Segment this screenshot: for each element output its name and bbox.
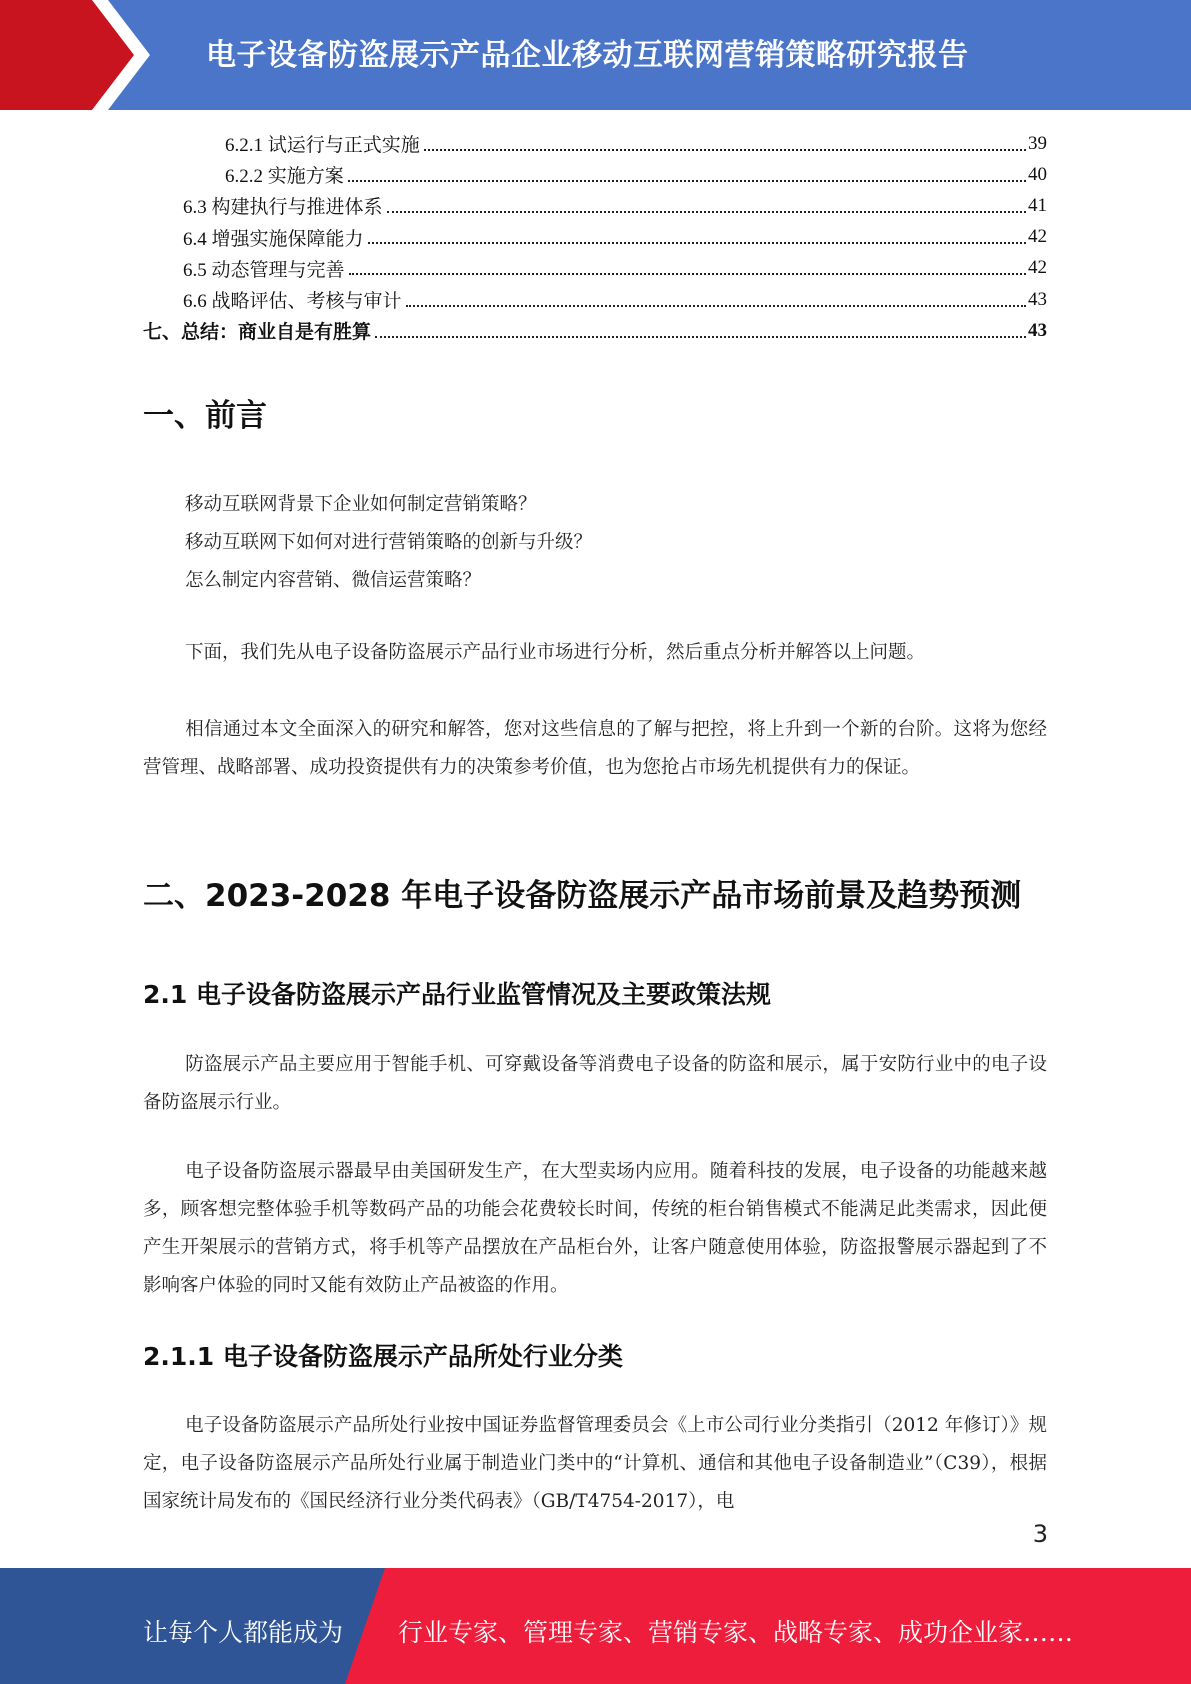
- toc-leader-dots: [424, 149, 1026, 151]
- toc-entry-page: 43: [1028, 288, 1047, 310]
- toc-entry-label: 6.2.1 试运行与正式实施: [225, 135, 420, 157]
- preface-question: 移动互联网下如何对进行营销策略的创新与升级？: [185, 532, 593, 553]
- toc-leader-dots: [375, 336, 1026, 338]
- toc-entry-page: 42: [1028, 226, 1047, 248]
- toc-entry-label: 6.3 构建执行与推进体系: [183, 197, 383, 219]
- section-heading-preface: 一、前言: [143, 398, 267, 434]
- toc-entry-label: 6.6 战略评估、考核与审计: [183, 291, 402, 313]
- page-footer: [0, 1568, 1191, 1684]
- report-title: 电子设备防盗展示产品企业移动互联网营销策略研究报告: [206, 38, 969, 73]
- footer-slogan-left: 让每个人都能成为: [143, 1618, 344, 1647]
- subsection-heading: 2.1.1 电子设备防盗展示产品所处行业分类: [143, 1342, 623, 1371]
- section-heading-market-outlook: 二、2023-2028 年电子设备防盗展示产品市场前景及趋势预测: [143, 878, 1022, 914]
- toc-entry-page: 43: [1028, 319, 1047, 341]
- toc-entry[interactable]: [143, 128, 1047, 159]
- toc-entry-label: 6.5 动态管理与完善: [183, 259, 345, 281]
- toc-entry[interactable]: [143, 222, 1047, 253]
- toc-leader-dots: [368, 242, 1026, 244]
- page-number: 3: [1032, 1520, 1048, 1548]
- toc-leader-dots: [387, 211, 1026, 213]
- toc-leader-dots: [348, 180, 1026, 182]
- toc-entry-page: 39: [1028, 132, 1047, 154]
- toc-entry[interactable]: [143, 253, 1047, 284]
- toc-entry-page: 42: [1028, 257, 1047, 279]
- body-paragraph: 电子设备防盗展示产品所处行业按中国证券监督管理委员会《上市公司行业分类指引（2012 年修订）》规定，电子设备防盗展示产品所处行业属于制造业门类中的“计算机、通信和其他电子设备制造业”（C39），根据国家统计局发布的《国民经济行业分类代码表》（GB/T4754-2017），电: [143, 1415, 1047, 1512]
- page-header: [0, 0, 1191, 110]
- footer-slogan-right: 行业专家、管理专家、营销专家、战略专家、成功企业家……: [398, 1618, 1074, 1647]
- toc-entry[interactable]: [143, 315, 1047, 346]
- table-of-contents: [143, 128, 1047, 346]
- toc-entry-page: 41: [1028, 194, 1047, 216]
- toc-entry-page: 40: [1028, 163, 1047, 185]
- toc-entry-label: 6.4 增强实施保障能力: [183, 228, 364, 250]
- toc-leader-dots: [349, 273, 1026, 275]
- toc-entry[interactable]: [143, 190, 1047, 221]
- toc-entry[interactable]: [143, 284, 1047, 315]
- subsection-heading: 2.1 电子设备防盗展示产品行业监管情况及主要政策法规: [143, 980, 771, 1009]
- toc-entry-label: 七、总结：商业自是有胜算: [143, 322, 372, 344]
- body-paragraph: 相信通过本文全面深入的研究和解答，您对这些信息的了解与把控，将上升到一个新的台阶。这将为您经营管理、战略部署、成功投资提供有力的决策参考价值，也为您抢占市场先机提供有力的保证。: [143, 719, 1047, 778]
- body-paragraph: 防盗展示产品主要应用于智能手机、可穿戴设备等消费电子设备的防盗和展示，属于安防行业中的电子设备防盗展示行业。: [143, 1054, 1047, 1113]
- toc-leader-dots: [406, 305, 1026, 307]
- toc-entry[interactable]: [143, 159, 1047, 190]
- body-paragraph: 下面，我们先从电子设备防盗展示产品行业市场进行分析，然后重点分析并解答以上问题。: [185, 642, 926, 663]
- preface-question: 移动互联网背景下企业如何制定营销策略？: [185, 494, 537, 515]
- toc-entry-label: 6.2.2 实施方案: [225, 166, 344, 188]
- body-paragraph: 电子设备防盗展示器最早由美国研发生产，在大型卖场内应用。随着科技的发展，电子设备的功能越来越多，顾客想完整体验手机等数码产品的功能会花费较长时间，传统的柜台销售模式不能满足此类需求，因此便产生开架展示的营销方式，将手机等产品摆放在产品柜台外，让客户随意使用体验，防盗报警展示器起到了不影响客户体验的同时又能有效防止产品被盗的作用。: [143, 1161, 1047, 1296]
- preface-question: 怎么制定内容营销、微信运营策略？: [185, 570, 482, 591]
